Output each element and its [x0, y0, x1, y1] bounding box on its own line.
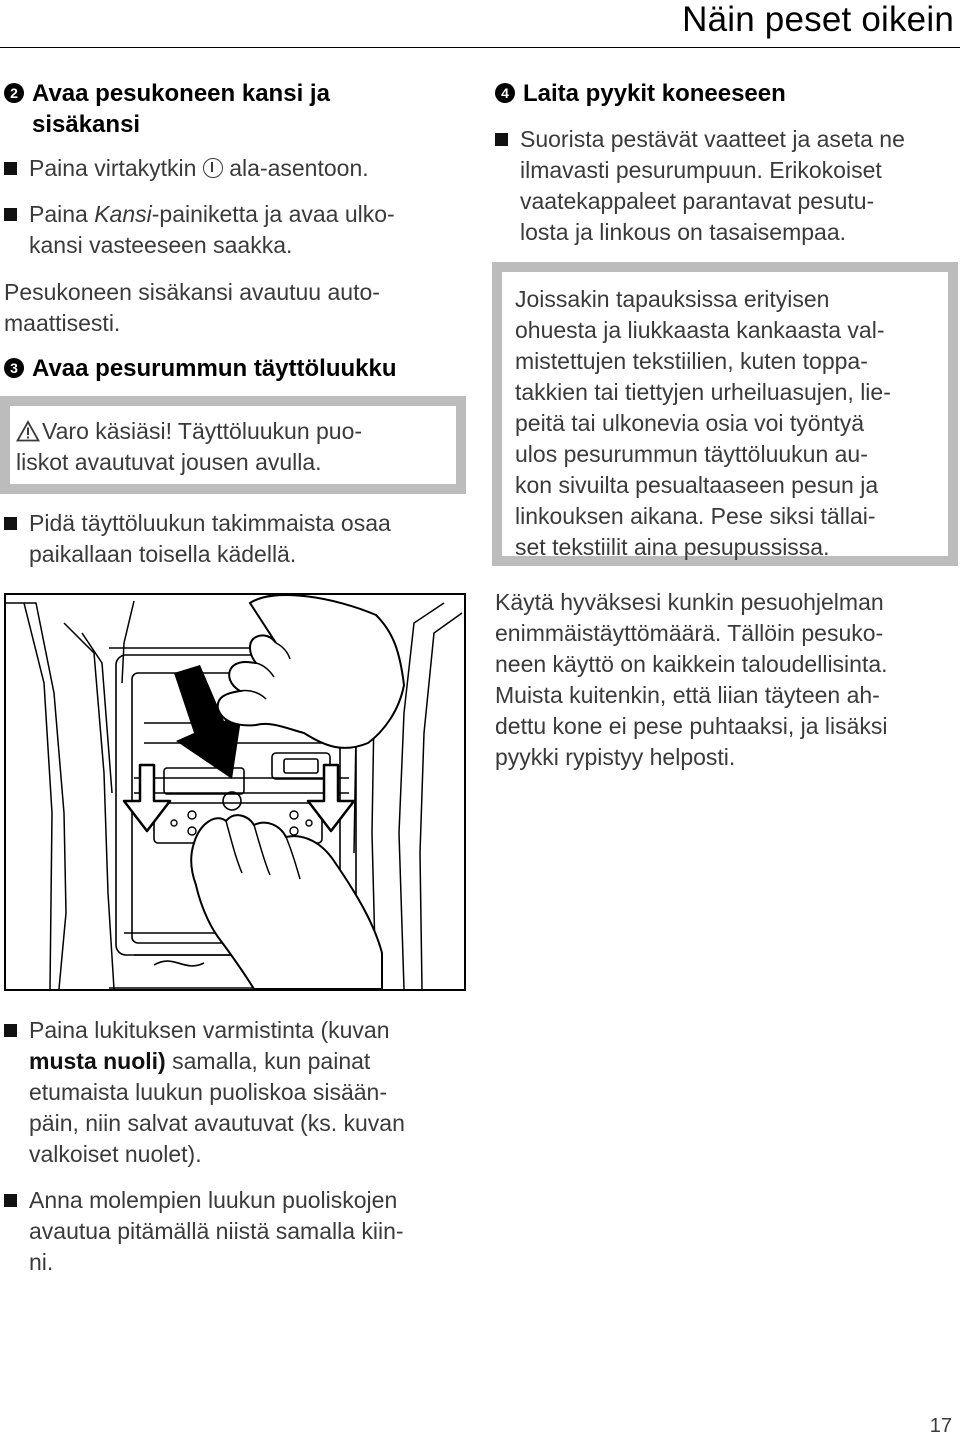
- step-4-section: [495, 78, 957, 109]
- warning-triangle-icon: [16, 420, 40, 442]
- bullet-square-icon: [4, 208, 17, 221]
- step-2-bullet-1: Paina virtakytkin ala-asentoon.: [4, 153, 466, 184]
- step-3-heading: 3 Avaa pesurummun täyttöluukku: [4, 353, 466, 384]
- step-4-bullet-1: Suorista pestävät vaatteet ja aseta ne ilmavasti pesurumpuun. Erikokoiset vaatekappaleet parantavat pesutu- losta ja linkous on tasaisempaa.: [495, 124, 957, 248]
- bullet-square-icon: [495, 133, 508, 146]
- step-number-badge: 3: [4, 358, 24, 378]
- step-2-bullet-2: Paina Kansi-painiketta ja avaa ulko- kansi vasteeseen saakka.: [4, 199, 466, 261]
- info-box: Joissakin tapauksissa erityisen ohuesta ja liukkaasta kankaasta val- mistettujen tekstiilien, kuten toppa- takkien tai tiettyjen urheiluasujen, lie- peitä tai ulkonevia osia voi työntyä ulos pesurummun täyttöluukun au- kon sivuilta pesualtaaseen pesun ja linkouksen aikana. Pese siksi tällai- set tekstiilit aina pesupussissa.: [492, 262, 958, 566]
- lower-bullet-1: Paina lukituksen varmistinta (kuvan musta nuoli) samalla, kun painat etumaista luukun puoliskoa sisään- päin, niin salvat avautuvat (ks. kuvan valkoiset nuolet).: [4, 1015, 466, 1170]
- drum-hatch-drawing: [4, 593, 466, 991]
- warning-box: Varo käsiäsi! Täyttöluukun puo- liskot avautuvat jousen avulla.: [0, 396, 466, 494]
- page-number: 17: [929, 1415, 952, 1437]
- bullet-square-icon: [4, 1024, 17, 1037]
- step-2-heading: 2 Avaa pesukoneen kansi ja sisäkansi: [4, 78, 466, 140]
- page-header-title: Näin peset oikein: [682, 0, 954, 39]
- step-2-note: Pesukoneen sisäkansi avautuu auto- maattisesti.: [4, 279, 380, 336]
- step-3-section: [4, 353, 466, 384]
- step-3-bullet-1: Pidä täyttöluukun takimmaista osaa paikallaan toisella kädellä.: [4, 508, 466, 570]
- bullet-square-icon: [4, 517, 17, 530]
- step-4-heading: 4 Laita pyykit koneeseen: [495, 78, 957, 109]
- washer-lid-illustration: [4, 593, 466, 991]
- step-number-badge: 2: [4, 83, 24, 103]
- power-switch-icon: [203, 158, 223, 178]
- bullet-square-icon: [4, 162, 17, 175]
- step-number-badge: 4: [495, 83, 515, 103]
- step-2-section: [4, 78, 466, 140]
- lower-bullet-2: Anna molempien luukun puoliskojen avautua pitämällä niistä samalla kiin- ni.: [4, 1185, 466, 1278]
- bullet-square-icon: [4, 1194, 17, 1207]
- header-rule: [0, 47, 960, 48]
- step-4-paragraph: Käytä hyväksesi kunkin pesuohjelman enimmäistäyttömäärä. Tällöin pesuko- neen käyttö on kaikkein taloudellisinta. Muista kuitenkin, että liian täyteen ah- dettu kone ei pese puhtaaksi, ja lisäksi pyykki rypistyy helposti.: [495, 589, 888, 770]
